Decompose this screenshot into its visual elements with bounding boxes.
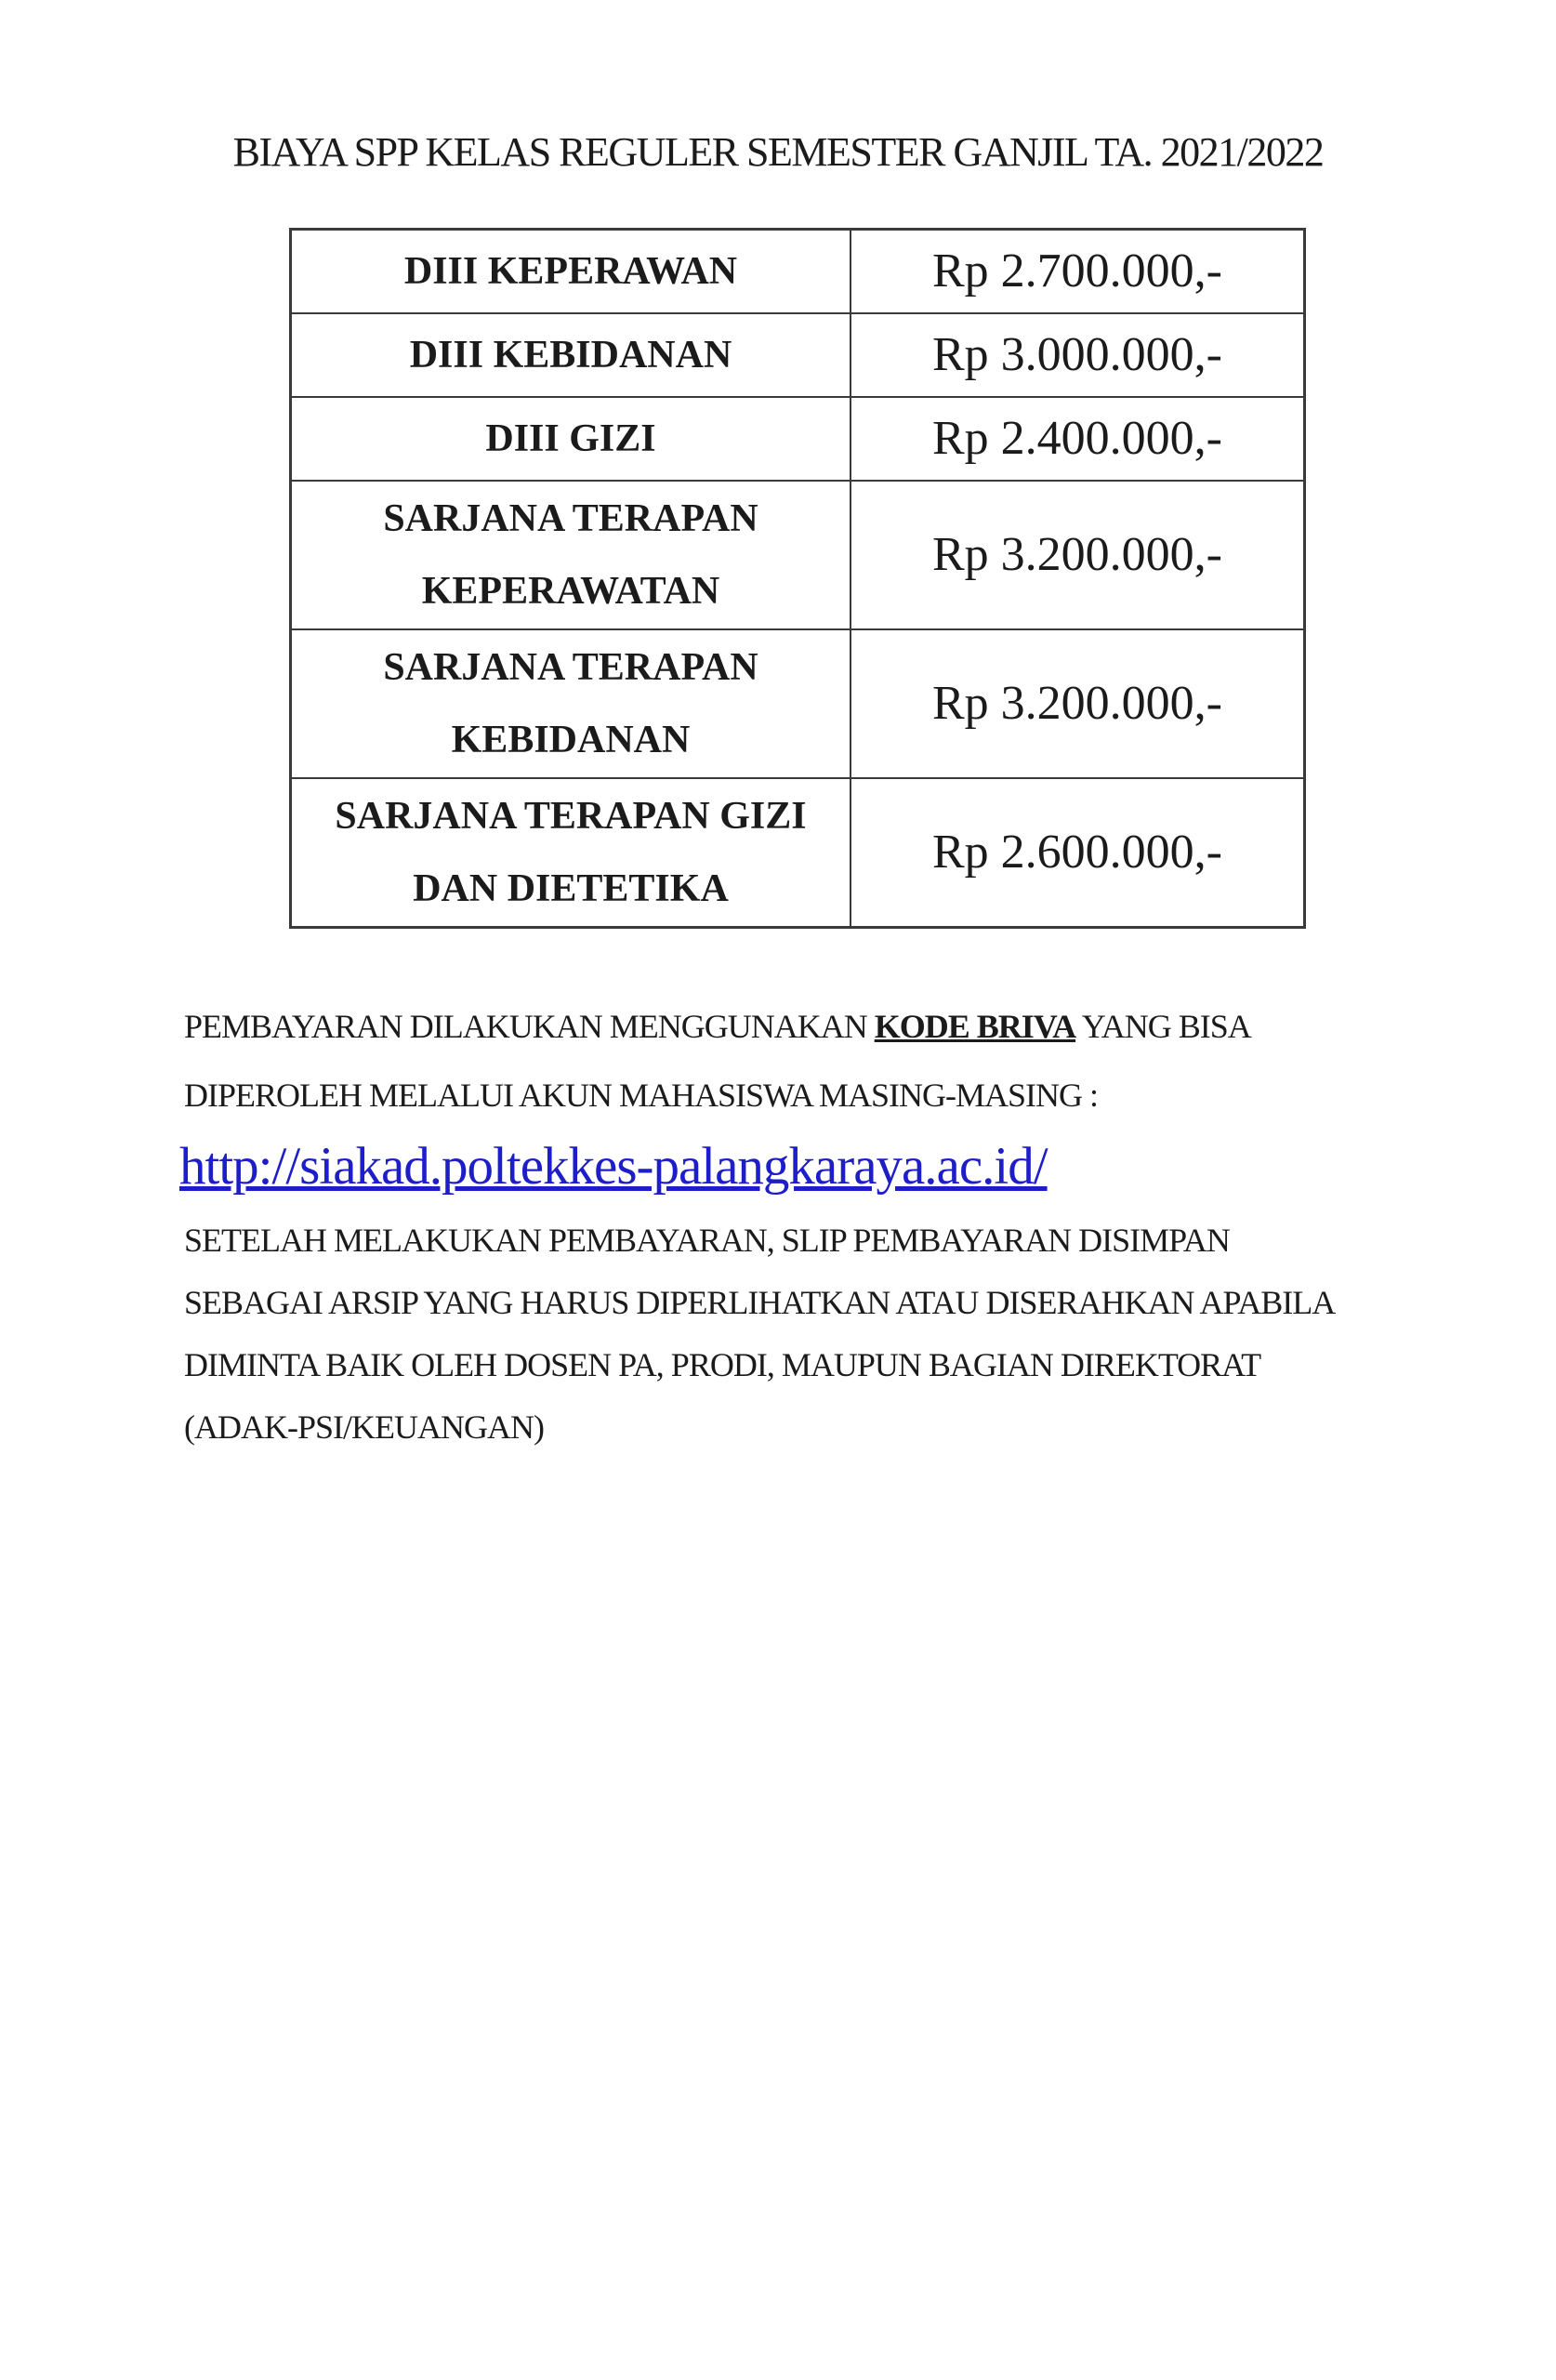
- fee-amount: Rp 3.200.000,-: [851, 481, 1305, 629]
- fee-table-row: [291, 778, 1305, 928]
- page-title: BIAYA SPP KELAS REGULER SEMESTER GANJIL TA. 2021/2022: [232, 129, 1324, 175]
- fee-table-row: [291, 629, 1305, 778]
- fee-table: [289, 228, 1306, 929]
- program-name-cell: [291, 629, 851, 778]
- program-name: SARJANA TERAPAN: [383, 496, 758, 540]
- program-name: DIII KEBIDANAN: [409, 333, 732, 377]
- closing-note: [184, 1210, 1556, 1459]
- program-name-cell: [291, 229, 851, 313]
- program-name: DIII KEPERAWAN: [403, 249, 738, 293]
- closing-note-line: SEBAGAI ARSIP YANG HARUS DIPERLIHATKAN ATAU DISERAHKAN APABILA: [184, 1283, 1336, 1321]
- payment-notice-line2: DIPEROLEH MELALUI AKUN MAHASISWA MASING-MASING :: [184, 1076, 1099, 1114]
- payment-notice: [184, 992, 1556, 1130]
- fee-table-row: [291, 397, 1305, 481]
- fee-amount: Rp 2.400.000,-: [851, 397, 1305, 481]
- siakad-portal-link[interactable]: http://siakad.poltekkes-palangkaraya.ac.id/: [179, 1136, 1048, 1196]
- fee-amount: Rp 2.600.000,-: [851, 778, 1305, 928]
- payment-notice-line1: [184, 992, 1556, 1061]
- fee-table-row: [291, 481, 1305, 629]
- fee-amount: Rp 3.000.000,-: [851, 313, 1305, 397]
- fee-amount: Rp 2.700.000,-: [851, 229, 1305, 313]
- program-name-cell: [291, 778, 851, 928]
- program-name: DIII GIZI: [485, 416, 656, 460]
- closing-note-line: SETELAH MELAKUKAN PEMBAYARAN, SLIP PEMBAYARAN DISIMPAN: [184, 1221, 1230, 1259]
- program-name: SARJANA TERAPAN: [383, 645, 758, 689]
- fee-table-row: [291, 229, 1305, 313]
- program-name-cell: [291, 397, 851, 481]
- program-name: SARJANA TERAPAN GIZI: [335, 794, 807, 838]
- program-name-cell: [291, 481, 851, 629]
- fee-amount: Rp 3.200.000,-: [851, 629, 1305, 778]
- program-name-line2: DAN DIETETIKA: [413, 866, 729, 910]
- program-name-line2: KEPERAWATAN: [421, 569, 720, 613]
- program-name-line2: KEBIDANAN: [451, 718, 691, 761]
- notice-text: PEMBAYARAN DILAKUKAN MENGGUNAKAN: [184, 1007, 875, 1045]
- program-name-cell: [291, 313, 851, 397]
- closing-note-line: (ADAK-PSI/KEUANGAN): [184, 1408, 544, 1446]
- closing-note-line: DIMINTA BAIK OLEH DOSEN PA, PRODI, MAUPUN BAGIAN DIREKTORAT: [184, 1345, 1261, 1383]
- notice-text: YANG BISA: [1075, 1007, 1251, 1045]
- kode-briva-emphasis: KODE BRIVA: [874, 1007, 1076, 1045]
- fee-table-row: [291, 313, 1305, 397]
